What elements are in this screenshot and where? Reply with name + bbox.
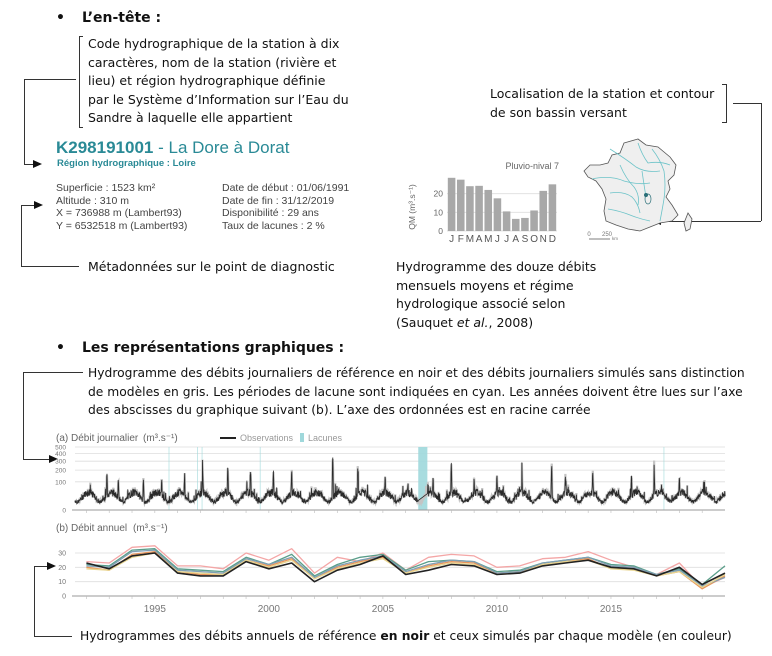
daily-ytick-label: 100 [55,479,66,487]
location-note [490,85,714,122]
regime-month-label: N [539,234,547,245]
cite-pre: (Sauquet [396,314,457,330]
metadata-lacunes: Taux de lacunes : 2 % [222,219,325,232]
section-title-entete: L’en-tête : [82,10,162,26]
annual-note-pre: Hydrogrammes des débits annuels de référence [80,629,381,643]
metadata-date-debut: Date de début : 01/06/1991 [222,182,350,194]
metadata-date-fin: Date de fin : 31/12/2019 [222,194,335,207]
metadata-disponibilite: Disponibilité : 29 ans [222,207,319,219]
connector-code-vertical [24,79,25,164]
regime-month-label: O [530,234,538,245]
arrow-right-icon [33,160,42,168]
connector-code [24,79,76,80]
bracket-code-note [79,36,80,128]
daily-gap-period [663,447,664,510]
daily-gap-period [197,447,198,510]
daily-ytick-label: 200 [55,467,66,475]
annual-ytick-label: 10 [58,579,66,587]
arrow-right-icon [47,562,56,570]
metadata-right [222,182,349,232]
daily-note-line: de modèles en gris. Les périodes de lacune sont indiquées en cyan. Les années doivent être lues sur l’axe [88,384,743,399]
bullet-entete: • [56,10,65,26]
connector-metadata-vertical [21,205,22,267]
bracket-code-note-top [79,36,83,37]
france-map [580,135,700,245]
station-region: Région hydrographique : Loire [57,158,196,169]
bracket-location-bottom [722,122,726,123]
regime-ytick-label: 10 [433,207,443,218]
daily-ytick-label: 0 [62,507,66,515]
regime-note-line: hydrologique associé selon [396,296,566,311]
code-note [88,35,388,128]
code-note-line: Sandre à laquelle elle appartient [88,110,293,125]
daily-flow-chart [0,425,772,520]
annual-ytick-label: 0 [62,593,66,601]
location-note-line: Localisation de la station et contour [490,86,715,101]
annual-flow-chart [0,515,772,615]
station-separator: - [153,138,169,157]
metadata-x: X = 736988 m (Lambert93) [56,207,182,219]
regime-ylabel: QM (m³.s⁻¹) [407,184,417,230]
regime-bar [448,178,456,231]
regime-ytick-label: 20 [433,188,443,199]
daily-note-line: des abscisses du graphique suivant (b). L’axe des ordonnées est en racine carrée [88,403,591,417]
annual-xtick-label: 2000 [257,604,280,615]
legend-lacunes-swatch [300,433,304,442]
annual-xtick-label: 2005 [371,604,395,615]
regime-bar [512,219,520,231]
regime-month-label: J [494,234,500,245]
section-title-graphs: Les représentations graphiques : [82,340,345,356]
france-outline [584,139,678,231]
metadata-superficie: Superficie : 1523 km² [56,182,156,194]
corsica-outline [684,213,692,231]
metadata-note: Métadonnées sur le point de diagnostic [88,259,335,274]
connector-annual-bottom [34,636,72,637]
regime-note [396,258,596,332]
annual-xtick-label: 2010 [485,604,509,615]
legend-lacunes: Lacunes [308,433,343,443]
annual-note [80,627,732,646]
regime-bar [549,184,557,231]
code-note-line: par le Système d’Information sur l’Eau du [88,91,349,107]
station-title [56,138,289,158]
connector-annual-top [34,566,48,567]
cite-post: , 2008) [488,314,534,330]
location-note-line: de son bassin versant [490,104,627,120]
daily-note [88,364,768,420]
annual-ytick-label: 30 [58,550,66,558]
regime-note-line: mensuels moyens et régime [396,277,574,293]
connector-location-top [733,103,761,104]
arrow-right-icon [34,201,43,209]
code-note-line: lieu) et région hydrographique définie [88,73,326,88]
connector-metadata-bottom [21,266,79,267]
regime-month-label: D [548,234,557,245]
regime-note-line: Hydrogramme des douze débits [396,259,597,274]
cite-italic: et al. [456,314,489,330]
annual-unit: (m³.s⁻¹) [133,523,168,534]
regime-month-label: J [504,234,510,245]
connector-daily-top [23,372,83,373]
monthly-regime-chart [395,155,565,245]
station-code: K298191001 [56,138,154,157]
scale-label-0: 0 [587,232,591,238]
scale-label-250: 250 [601,232,613,238]
regime-month-label: M [484,234,493,245]
station-name: La Dore à Dorat [168,138,290,157]
daily-note-line: Hydrogramme des débits journaliers de référence en noir et des débits journaliers simulés sans distinction [88,366,745,380]
regime-bar [484,190,492,231]
bracket-location [726,84,727,123]
daily-ytick-label: 500 [55,444,66,452]
regime-bar [466,186,474,231]
regime-ytick-label: 0 [438,226,443,236]
annual-note-bold: en noir [380,629,430,643]
regime-bar [475,186,483,231]
annual-ytick-label: 20 [58,564,66,572]
annual-xtick-label: 1995 [143,604,166,615]
annual-title: (b) Débit annuel [56,523,128,534]
regime-bar [521,218,529,231]
connector-annual-vertical [34,566,35,637]
annual-note-post: et ceux simulés par chaque modèle (en couleur) [429,629,732,643]
regime-bar [494,198,502,231]
regime-month-label: A [475,234,483,245]
connector-metadata-top [21,205,35,206]
regime-month-label: F [457,234,464,245]
regime-title: Pluvio-nival 7 [505,161,559,171]
connector-location-vertical [761,103,762,221]
daily-ytick-label: 400 [55,451,66,459]
daily-ytick-label: 300 [55,458,66,466]
regime-bar [530,210,538,231]
metadata-y: Y = 6532518 m (Lambert93) [56,219,188,232]
metadata-altitude: Altitude : 310 m [56,194,129,207]
bracket-code-note-bottom [79,127,83,128]
regime-month-label: A [512,234,520,245]
bullet-graphs: • [56,340,65,356]
regime-month-label: J [449,234,455,245]
regime-month-label: S [521,234,529,245]
annual-xtick-label: 2015 [599,604,623,615]
regime-bar [457,180,465,231]
scale-unit: km [612,236,618,241]
daily-unit: (m³.s⁻¹) [143,433,178,444]
metadata-left [56,182,187,232]
legend-observations: Observations [240,433,294,443]
regime-bar [503,211,511,231]
regime-month-label: M [465,234,475,245]
code-note-line: caractères, nom de la station (rivière et [88,54,337,70]
regime-bar [539,191,547,231]
code-note-line: Code hydrographique de la station à dix [88,36,340,51]
daily-title: (a) Débit journalier [56,433,139,444]
regime-note-citation [396,314,596,333]
